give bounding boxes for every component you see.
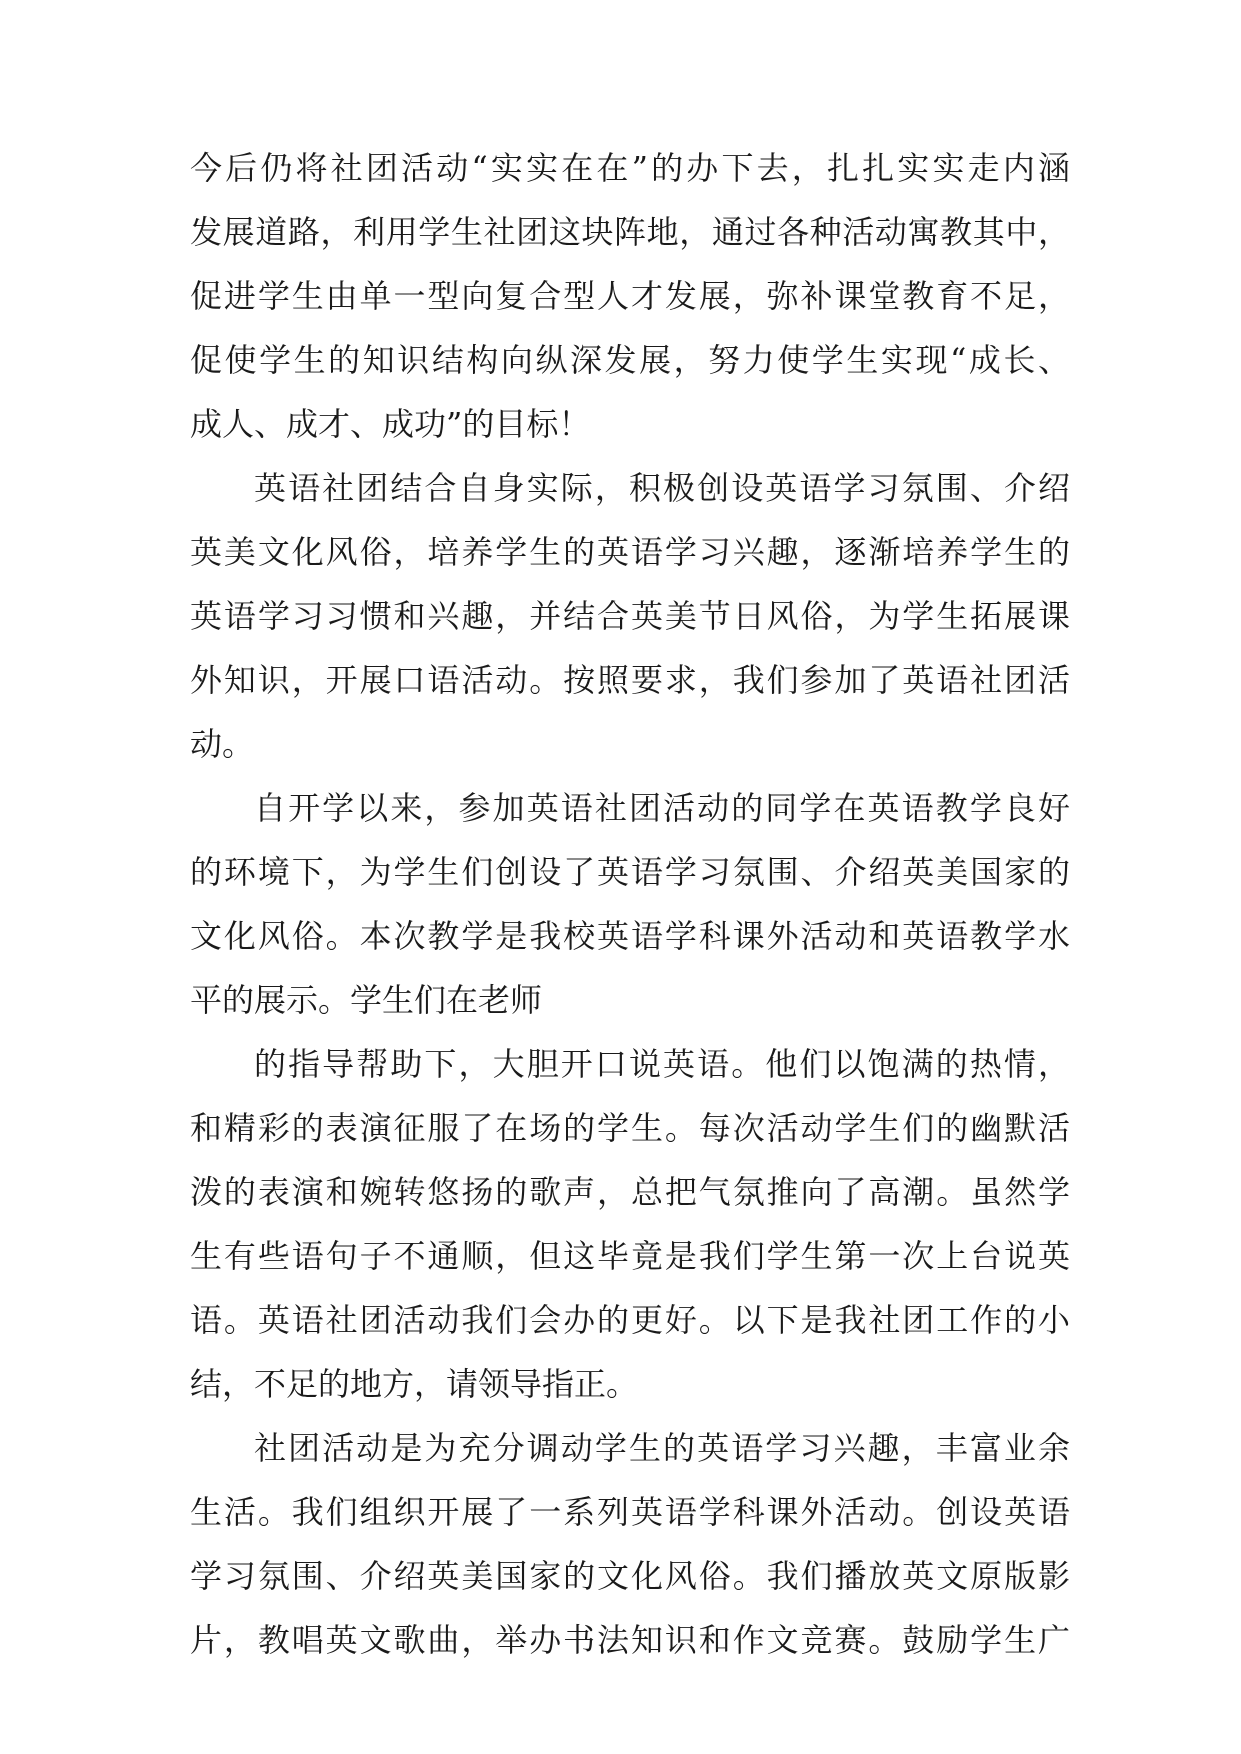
text-line: 英美文化风俗，培养学生的英语学习兴趣，逐渐培养学生的	[190, 533, 1070, 571]
text-line: 促进学生由单一型向复合型人才发展，弥补课堂教育不足，	[190, 277, 1070, 315]
text-line: 今后仍将社团活动“实实在在”的办下去，扎扎实实走内涵	[190, 149, 1070, 187]
text-line: 外知识，开展口语活动。按照要求，我们参加了英语社团活	[190, 661, 1070, 699]
text-line: 英语学习习惯和兴趣，并结合英美节日风俗，为学生拓展课	[190, 597, 1070, 635]
text-line: 的指导帮助下，大胆开口说英语。他们以饱满的热情，	[254, 1045, 1070, 1083]
text-line: 成人、成才、成功”的目标！	[190, 405, 591, 443]
text-line: 的环境下，为学生们创设了英语学习氛围、介绍英美国家的	[190, 853, 1070, 891]
text-line: 学习氛围、介绍英美国家的文化风俗。我们播放英文原版影	[190, 1557, 1070, 1595]
text-line: 生有些语句子不通顺，但这毕竟是我们学生第一次上台说英	[190, 1237, 1070, 1275]
text-line: 促使学生的知识结构向纵深发展，努力使学生实现“成长、	[190, 341, 1070, 379]
text-line: 生活。我们组织开展了一系列英语学科课外活动。创设英语	[190, 1493, 1070, 1531]
text-line: 动。	[190, 725, 255, 763]
text-line: 结，不足的地方，请领导指正。	[190, 1365, 639, 1403]
text-line: 发展道路，利用学生社团这块阵地，通过各种活动寓教其中，	[190, 213, 1070, 251]
text-line: 语。英语社团活动我们会办的更好。以下是我社团工作的小	[190, 1301, 1070, 1339]
text-line: 平的展示。学生们在老师	[190, 981, 543, 1019]
text-line: 片，教唱英文歌曲，举办书法知识和作文竞赛。鼓励学生广	[190, 1621, 1070, 1659]
text-line: 文化风俗。本次教学是我校英语学科课外活动和英语教学水	[190, 917, 1070, 955]
text-line: 自开学以来，参加英语社团活动的同学在英语教学良好	[254, 789, 1070, 827]
text-line: 社团活动是为充分调动学生的英语学习兴趣，丰富业余	[254, 1429, 1070, 1467]
text-line: 英语社团结合自身实际，积极创设英语学习氛围、介绍	[254, 469, 1070, 507]
text-line: 和精彩的表演征服了在场的学生。每次活动学生们的幽默活	[190, 1109, 1070, 1147]
text-line: 泼的表演和婉转悠扬的歌声，总把气氛推向了高潮。虽然学	[190, 1173, 1070, 1211]
